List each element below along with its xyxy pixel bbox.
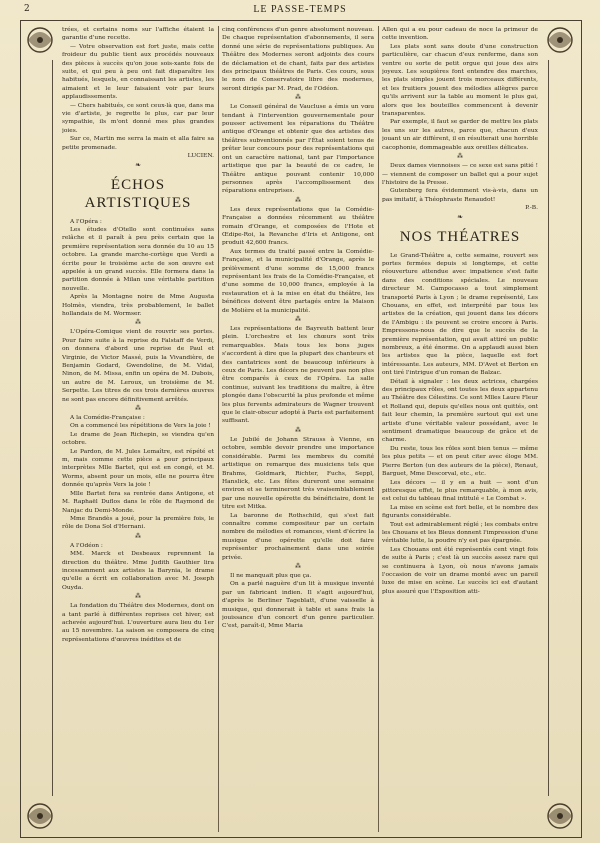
asterism-divider-icon: ⁂ — [295, 196, 301, 204]
section-heading: ÉCHOS ARTISTIQUES — [84, 176, 192, 211]
paragraph: Deux dames viennoises — ce sexe est sans pitié ! — viennent de composer un ballet qui a pour sujet l'histoire de la Presse. — [382, 163, 538, 186]
paragraph: Sur ce, Martin me serra la main et alla faire sa petite promenade. — [62, 136, 214, 151]
paragraph: Le Jubilé de Johann Strauss à Vienne, en octobre, semble devoir prendre une importance considérable. Parmi les membres du comité artistique on remarque des musiciens tels que Brahms, Goldmark, Richter, Fuchs, Seppl, Hanslick, etc. Les fêtes dureront une semaine environ et se termineront très vraisemblablement par une nouvelle opérette du bénéficiaire, dont le titre est Mitka. — [222, 436, 374, 511]
author-signature: LUCIEN. — [187, 153, 214, 160]
paragraph: La mise en scène est fort belle, et le nombre des figurants considérable. — [382, 504, 538, 520]
left-ornamental-border — [20, 20, 60, 836]
paragraph: Le Conseil général de Vaucluse a émis un vœu tendant à l'intervention gouvernementale pour pousser activement les réparations du Théâtre antique d'Orange et obtenir que des artistes des théâtres subventionnés par l'État soient tenus de prêter leur concours pour des représentations qui ont un caractère national, tant par l'importance artistique que par la beauté de ce cadre, le Théâtre antique pouvant contenir 10,000 personnes après l'accomplissement des réparations entreprises. — [222, 104, 374, 195]
paragraph: La fondation du Théâtre des Modernes, dont on a tant parlé à différentes reprises cet hiver, est achevée aujourd'hui. L'ouverture aura lieu du 1er au 15 novembre. La saison se composera de cinq représentations d'œuvres inédites et de — [62, 603, 214, 643]
paragraph: A la Comédie-Française : — [70, 415, 145, 422]
article-columns — [62, 26, 538, 832]
asterism-divider-icon: ⁂ — [135, 532, 141, 540]
floral-corner-ornament-icon — [20, 796, 60, 836]
asterism-divider-icon: ⁂ — [295, 562, 301, 570]
paragraph: — Votre observation est fort juste, mais cette froideur du public tient aux procédés nouveaux des pièces à succès qu'on joue sois-xante fois de suite, et qui peu à peu ont fait disparaître les habitués, lesquels, en connaissant les artistes, les aimaient et le leur faisaient voir par leurs applaudissements. — [62, 43, 214, 101]
right-border-rule — [548, 60, 549, 796]
asterism-divider-icon: ⁂ — [135, 319, 141, 327]
paragraph: Par exemple, il faut se garder de mettre les plats les uns sur les autres, parce que, chacun d'eux jouant un air différent, il en résulterait une horrible cacophonie, dommageable aux oreilles délicates. — [382, 119, 538, 151]
paragraph: L'Opéra-Comique vient de rouvrir ses portes. Pour faire suite à la reprise du Falstaff de Verdi, on donnera d'abord une reprise de Paul et Virginie, de Victor Massé, puis la Vivandière, de Benjamin Godard, Gwendoline, de M. Vidal, Ninon, de M. Missa, enfin un opéra de M. Dubois, un autre de M. Leroux, un troisième de M. Serpette. Les titres de ces trois dernières œuvres ne sont pas encore définitivement arrêtés. — [62, 329, 214, 403]
column-3 — [382, 26, 538, 832]
paragraph: A l'Opéra : — [70, 218, 102, 225]
paragraph: — Chers habitués, ce sont ceux-là que, dans ma vie d'artiste, je regrette le plus, car par leur sympathie, ils m'ont donné mes plus grandes joies. — [62, 102, 214, 134]
paragraph: Allen qui a eu pour cadeau de noce la primeur de cette invention. — [382, 27, 538, 42]
paragraph: La baronne de Rothschild, qui s'est fait connaître comme compositeur par un certain nombre de mélodies et romances, vient d'écrire la musique d'une opérette qu'elle doit faire représenter prochainement dans une soirée privée. — [222, 512, 374, 561]
paragraph: MM. Marck et Desbeaux reprennent la direction du théâtre. Mme Judith Gauthier lira incessamment aux artistes la Barynia, le drame qu'elle a écrit en collaboration avec M. Joseph Ouyda. — [62, 551, 214, 591]
newspaper-title: LE PASSE-TEMPS — [253, 4, 347, 15]
right-ornamental-border — [540, 20, 580, 836]
paragraph: A l'Odéon : — [70, 542, 103, 549]
paragraph: Le Grand-Théâtre a, cette semaine, rouvert ses portes fermées depuis si longtemps, et cette réouverture attendue avec impatience s'est faite dans des conditions spéciales. Le nouveau directeur M. Campocasso a tout simplement transporté Paris à Lyon ; le drame représenté, Les Chouans, en effet, est interprété par tous les artistes de la création, qui jouent dans les décors de l'Ambigu : ils peuvent se croire encore à Paris. Empressons-nous de dire que le succès de la première représentation, qui avait attiré un public nombreux, a été énorme. On a applaudi aussi bien les artistes que la pièce, laquelle est fort intéressante. Les auteurs, MM. D'Avet et Berton en ont tiré l'intrigue d'un roman de Balzac. — [382, 252, 538, 377]
floral-corner-ornament-icon — [540, 796, 580, 836]
column-1 — [62, 26, 214, 832]
floral-corner-ornament-icon — [20, 20, 60, 60]
asterism-divider-icon: ⁂ — [295, 94, 301, 102]
fleuron-divider-icon: ❧ — [457, 212, 463, 221]
paragraph: Gutenberg fera évidemment vis-à-vis, dans un pas imitatif, à Théophraste Renaudot! — [382, 188, 538, 203]
paragraph: Détail à signaler : les deux actrices, chargées des principaux rôles, ont toutes les deux appartenu au Théâtre des Célestins. Ce sont Mlles Laure Fleur et Rolland qui, depuis qu'elles nous ont quittés, ont fait leur chemin, la première surtout qui est une artiste d'une véritable valeur possédant, avec le sentiment dramatique beaucoup de grâce et de charme. — [382, 378, 538, 444]
paragraph: Les Chouans ont été représentés cent vingt fois de suite à Paris ; c'est là un succès assez rare qui se continuera à Lyon, où nous n'avons jamais l'occasion de voir un drame monté avec un pareil luxe de mise en scène. Le succès ici est d'autant plus assuré que l'Exposition atti- — [382, 546, 538, 595]
paragraph: Le drame de Jean Richepin, se viendra qu'en octobre. — [62, 431, 214, 447]
author-signature: P.-B. — [525, 205, 538, 212]
paragraph: Après la Montagne noire de Mme Augusta Holmès, viendra, très probablement, le ballet hollandais de M. Wormser. — [62, 294, 214, 317]
paragraph: Tout est admirablement réglé ; les combats entre les Chouans et les Bleus donnent l'impression d'une véritable lutte, la poudre n'y est pas épargnée. — [382, 521, 538, 545]
asterism-divider-icon: ⁂ — [135, 405, 141, 413]
column-2 — [222, 26, 374, 832]
paragraph: On a commencé les répétitions de Vers la joie ! — [70, 423, 211, 430]
paragraph: Les décors — il y en a huit — sont d'un pittoresque effet, le plus remarquable, à mon avis, est celui du tableau final intitulé « Le Combat ». — [382, 479, 538, 503]
page-number: 2 — [24, 4, 30, 14]
section-heading: NOS THÉATRES — [399, 228, 521, 245]
floral-corner-ornament-icon — [540, 20, 580, 60]
paragraph: On a parlé naguère d'un lit à musique inventé par un fabricant indien. Il s'agit aujourd'hui, d'après le Berliner Tageblatt, d'une vaisselle à musique, qui donnerait à table et sans frais la jouissance d'un concert d'un genre particulier. C'est, paraît-il, Mme Maria — [222, 581, 374, 630]
paragraph: cinq conférences d'un genre absolument nouveau. De chaque représentation d'abonnements, il sera donné une série de représentations publiques. Au Théâtre des Modernes seront adjoints des cours de déclamation et de chant, faits par des artistes des principaux théâtres de Paris. Ces cours, sous le nom de Conservatoire libre des modernes, seront dirigés par M. Prad, de l'Odéon. — [222, 27, 374, 92]
paragraph: Aux termes du traité passé entre la Comédie-Française, et la municipalité d'Orange, après le prélèvement d'une somme de 15,000 francs représentant les frais de la Comédie-Française, et d'une somme de 10,000 francs, employée à la restauration et à la mise en état du théâtre, les bénéfices doivent être partagés entre la Maison de Molière et la municipalité. — [222, 248, 374, 314]
paragraph: Les études d'Otello sont continuées sans relâche et il paraît à peu près certain que la première représentation sera donnée du 10 au 15 octobre. La grande marche-cortège que Verdi a écrite pour le troisième acte de son œuvre est appelée à un grand succès. Elle formera dans la partition donnée à Milan une véritable partition nouvelle. — [62, 226, 214, 292]
fleuron-divider-icon: ❧ — [135, 160, 141, 169]
paragraph: trées, et certains noms sur l'affiche étaient la garantie d'une recette. — [62, 27, 214, 42]
paragraph: Mlle Bartet fera sa rentrée dans Antigone, et M. Raphaël Duflos dans le rôle de Raymond de Nanjac du Demi-Monde. — [62, 490, 214, 514]
paragraph: Le Pardon, de M. Jules Lemaître, est répété et m, mais comme cette pièce a pour principaux interprètes Mlle Bartet, qui est en congé, et M. Worms, absent pour un mois, elle ne pourra être donnée qu'après Vers la joie ! — [62, 448, 214, 489]
paragraph: Les plats sont sans doute d'une construction particulière, car chacun d'eux renferme, dans son ventre ou sorte de petit orgue qui joue des airs joyeux. Les soupières font entendre des marches, les plats simples jouent trois morceaux différents, et les fruitiers jouent des mélodies allègres parce qu'ils arrivent sur la table au moment le plus gai, alors que les bouteilles commencent à devenir transparentes. — [382, 43, 538, 118]
paragraph: Mme Brandès a joué, pour la première fois, le rôle de Dona Sol d'Hernani. — [62, 515, 214, 531]
asterism-divider-icon: ⁂ — [135, 593, 141, 601]
asterism-divider-icon: ⁂ — [295, 316, 301, 323]
asterism-divider-icon: ⁂ — [457, 153, 463, 161]
page-header — [24, 4, 576, 18]
paragraph: Du reste, tous les rôles sont bien tenus — même les plus petits — et on peut citer avec éloge MM. Pierre Berton (un des auteurs de la pièce), Renaut, Barguet, Mme Descorval, etc., etc. — [382, 445, 538, 478]
paragraph: Les représentations de Bayreuth battent leur plein. L'orchestre et les chœurs sont très remarquables. Mais tous les bons juges s'accordent à dire que la plupart des chanteurs et des cantatrices sont de beaucoup inférieurs à ceux de Paris. Les décors ne peuvent pas non plus être comparés à ceux de l'Opéra. La salle continue, suivant les traditions du maître, à être plongée dans l'obscurité la plus profonde et même les plus fervents admirateurs de Wagner trouvent que le clair-obscur adopté à Paris est parfaitement suffisant. — [222, 326, 374, 425]
paragraph: Il ne manquait plus que ça. — [230, 572, 312, 579]
asterism-divider-icon: ⁂ — [295, 426, 301, 434]
left-border-rule — [52, 60, 53, 796]
paragraph: Les deux représentations que la Comédie-Française a données récemment au théâtre romain d'Orange, et composées de l'Hote et Œdipe-Roi, la Revanche d'Iris et Antigone, ont produit 42,600 francs. — [222, 206, 374, 247]
